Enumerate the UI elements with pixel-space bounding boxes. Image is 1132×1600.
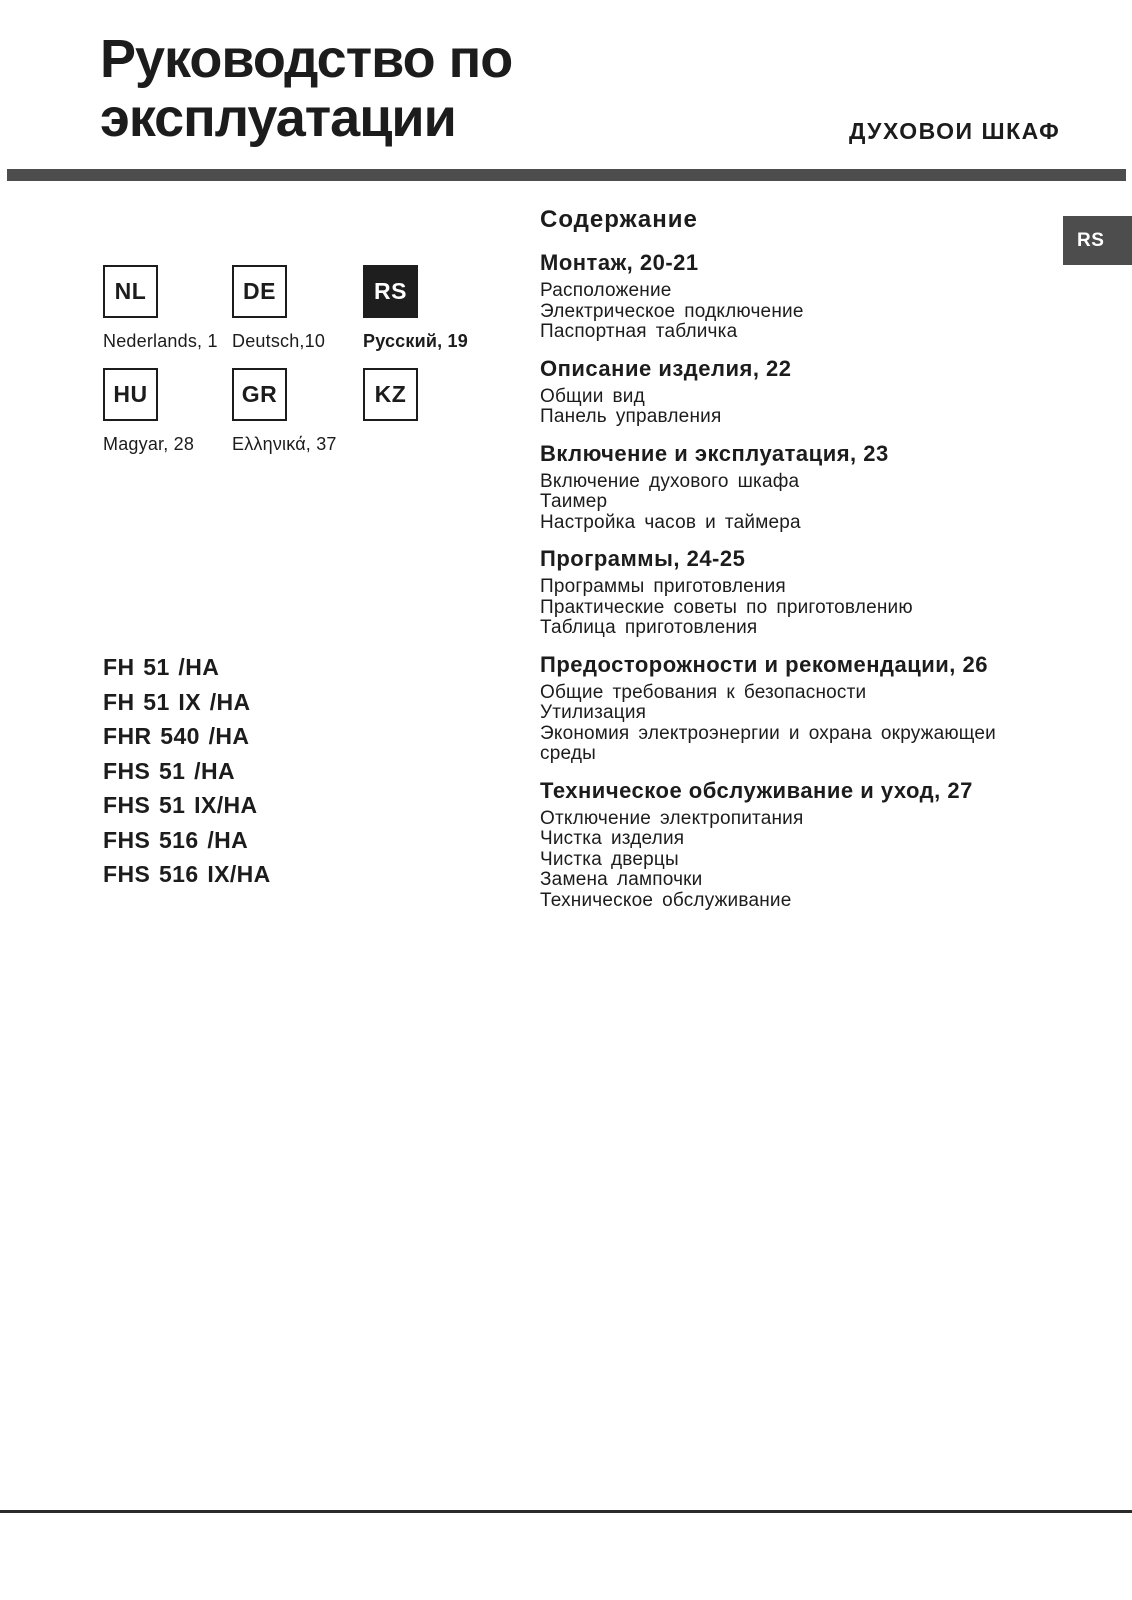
toc-section-description: [540, 355, 1020, 428]
toc-section-programs: [540, 545, 1020, 639]
page-title: [100, 30, 512, 148]
language-label-hu: Magyar, 28: [103, 434, 195, 454]
toc-section-maintenance: [540, 777, 1020, 912]
language-box-rs[interactable]: RS: [363, 265, 418, 318]
footer-divider-line: [0, 1510, 1132, 1513]
toc-item: Практические советы по приготовлению: [540, 596, 913, 618]
model-item: FHS 51 IX/HA: [103, 792, 258, 818]
toc-item: Настройка часов и таймера: [540, 511, 801, 533]
toc-section-title: Программы, 24-25: [540, 546, 746, 571]
toc-item: Таимер: [540, 491, 608, 512]
language-box-kz[interactable]: KZ: [363, 368, 418, 421]
language-box-gr[interactable]: GR: [232, 368, 287, 421]
toc-item: Чистка дверцы: [540, 848, 679, 870]
toc-item: Таблица приготовления: [540, 617, 758, 638]
toc-item: Панель управления: [540, 406, 722, 427]
toc-item: Расположение: [540, 280, 672, 301]
toc-item: Утилизация: [540, 702, 647, 723]
toc-section-title: Включение и эксплуатация, 23: [540, 440, 889, 466]
language-grid: [103, 265, 523, 471]
header-divider-bar: [7, 169, 1126, 181]
toc-item: Техническое обслуживание: [540, 889, 792, 911]
language-label-gr: Ελληνικά, 37: [232, 434, 337, 454]
language-label-rs: Русский, 19: [363, 331, 468, 351]
language-box-hu[interactable]: HU: [103, 368, 158, 421]
side-language-tab[interactable]: RS: [1063, 216, 1132, 265]
toc-item: Чистка изделия: [540, 828, 685, 849]
page-title-line2: эксплуатации: [100, 88, 456, 148]
product-type-label: ДУХОВОИ ШКАФ: [849, 118, 1061, 144]
model-item: FH 51 /HA: [103, 654, 220, 680]
toc-item: Включение духового шкафа: [540, 470, 800, 492]
language-cell-kz: [363, 368, 523, 471]
table-of-contents: [540, 205, 1020, 911]
toc-item: Паспортная табличка: [540, 321, 738, 342]
model-item: FHR 540 /HA: [103, 723, 250, 749]
language-cell-de: [232, 265, 363, 368]
model-item: FHS 51 /HA: [103, 757, 235, 784]
toc-section-title: Техническое обслуживание и уход, 27: [540, 777, 973, 803]
model-item: FHS 516 IX/HA: [103, 861, 271, 887]
model-item: FHS 516 /HA: [103, 826, 249, 853]
toc-item: среды: [540, 743, 596, 764]
language-label-nl: Nederlands, 1: [103, 331, 218, 351]
toc-item: Программы приготовления: [540, 576, 786, 597]
language-box-nl[interactable]: NL: [103, 265, 158, 318]
toc-item: Экономия электроэнергии и охрана окружающеи: [540, 722, 996, 744]
toc-item: Замена лампочки: [540, 869, 703, 890]
model-list: [103, 650, 271, 892]
language-cell-rs: [363, 265, 523, 368]
language-box-de[interactable]: DE: [232, 265, 287, 318]
contents-heading: Содержание: [540, 206, 698, 233]
toc-item: Отключение электропитания: [540, 807, 804, 829]
language-cell-nl: [103, 265, 232, 368]
toc-section-montage: [540, 249, 1020, 343]
toc-item: Электрическое подключение: [540, 300, 804, 322]
toc-section-title: Монтаж, 20-21: [540, 250, 699, 275]
toc-item: Общие требования к безопасности: [540, 681, 867, 703]
page-title-line1: Руководство по: [100, 29, 513, 89]
language-cell-hu: [103, 368, 232, 471]
model-item: FH 51 IX /HA: [103, 688, 251, 715]
toc-section-title: Предосторожности и рекомендации, 26: [540, 651, 988, 677]
toc-section-precautions: [540, 651, 1020, 765]
language-label-de: Deutsch,10: [232, 331, 326, 351]
toc-item: Общии вид: [540, 385, 645, 407]
language-cell-gr: [232, 368, 363, 471]
toc-section-title: Описание изделия, 22: [540, 355, 792, 381]
toc-section-startup: [540, 440, 1020, 534]
